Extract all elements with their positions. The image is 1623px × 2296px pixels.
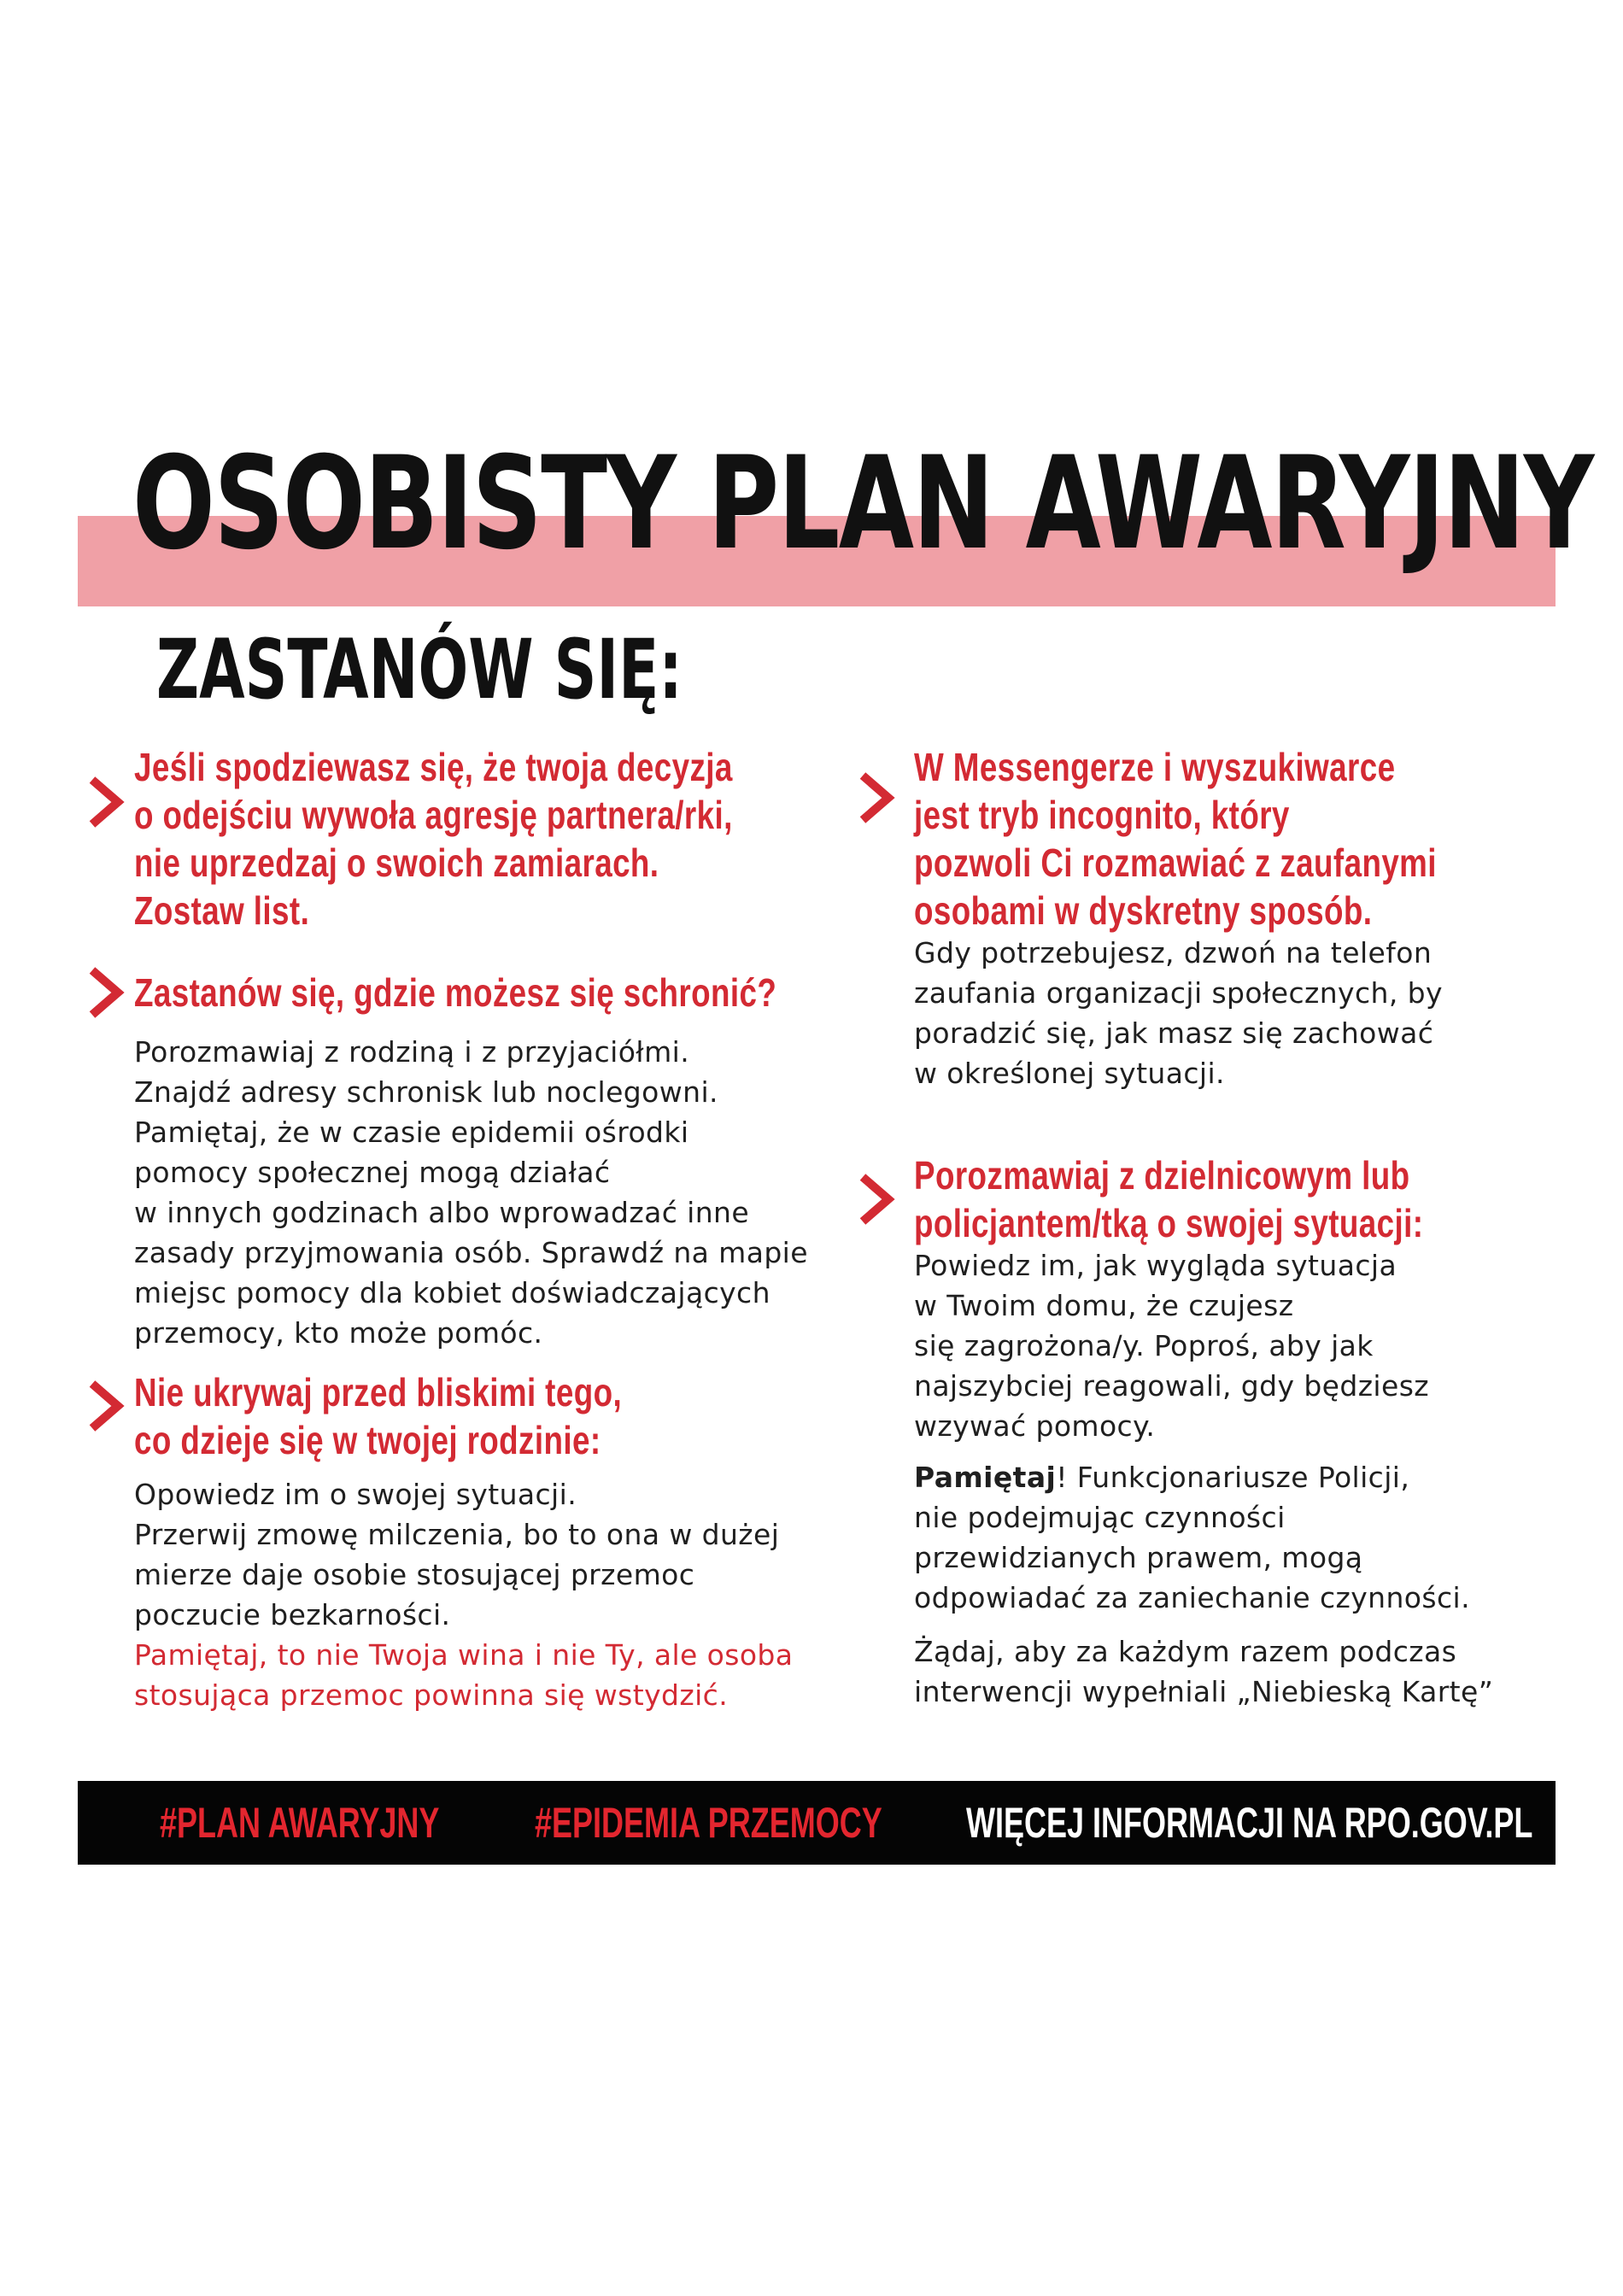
left-heading-3: Nie ukrywaj przed bliskimi tego, co dzieje się w twojej rodzinie: <box>134 1370 623 1462</box>
right-heading-2: Porozmawiaj z dzielnicowym lub policjantem/tką o swojej sytuacji: <box>914 1153 1424 1245</box>
right-demand-paragraph: Żądaj, aby za każdym razem podczas interwencji wypełniali „Niebieską Kartę” <box>914 1635 1494 1708</box>
right-body-2: Powiedz im, jak wygląda sytuacja w Twoim domu, że czujesz się zagrożona/y. Poproś, aby jak najszybciej reagowali, gdy będziesz wzywać pomocy. <box>914 1249 1430 1443</box>
right-heading-1: W Messengerze i wyszukiwarce jest tryb incognito, który pozwoli Ci rozmawiać z zaufanymi osobami w dyskretny sposób. <box>914 745 1437 933</box>
chevron-right-icon <box>856 1172 895 1227</box>
right-body-1: Gdy potrzebujesz, dzwoń na telefon zaufania organizacji społecznych, by poradzić się, jak masz się zachować w określonej sytuacji. <box>914 936 1443 1090</box>
footer-bar <box>78 1781 1556 1865</box>
left-heading-1: Jeśli spodziewasz się, że twoja decyzja o odejściu wywoła agresję partnera/rki, nie uprzedzaj o swoich zamiarach. Zostaw list. <box>134 745 733 933</box>
section-subtitle: ZASTANÓW SIĘ: <box>156 622 683 718</box>
more-info-link[interactable]: WIĘCEJ INFORMACJI NA RPO.GOV.PL <box>966 1799 1533 1847</box>
left-note-line: stosująca przemoc powinna się wstydzić. <box>134 1678 729 1712</box>
chevron-right-icon <box>856 770 895 825</box>
chevron-right-icon <box>85 775 125 829</box>
left-body-3: Opowiedz im o swojej sytuacji. Przerwij zmowę milczenia, bo to ona w dużej mierze daje osobie stosującej przemoc poczucie bezkarności. Pamiętaj, to nie Twoja wina i nie Ty, ale osoba stosująca przemoc powinna się wstydzić. <box>134 1474 793 1715</box>
right-remember-paragraph: Pamiętaj! Funkcjonariusze Policji, nie podejmując czynności przewidzianych prawem, mogą odpowiadać za zaniechanie czynności. <box>914 1461 1470 1614</box>
hashtag-epidemia-przemocy: #EPIDEMIA PRZEMOCY <box>535 1799 882 1847</box>
left-body-2: Porozmawiaj z rodziną i z przyjaciółmi. Znajdź adresy schronisk lub noclegowni. Pamiętaj, że w czasie epidemii ośrodki pomocy społecznej mogą działać w innych godzinach albo wprowadzać inne zasady przyjmowania osób. Sprawdź na mapie miejsc pomocy dla kobiet doświadczających przemocy, kto może pomóc. <box>134 1035 808 1350</box>
chevron-right-icon <box>85 965 125 1020</box>
remember-bold-word: Pamiętaj <box>914 1461 1057 1494</box>
page-title: OSOBISTY PLAN AWARYJNY <box>132 430 1593 578</box>
hashtag-plan-awaryjny: #PLAN AWARYJNY <box>160 1799 440 1847</box>
chevron-right-icon <box>85 1379 125 1433</box>
left-heading-2: Zastanów się, gdzie możesz się schronić? <box>134 970 777 1015</box>
left-note-line: Pamiętaj, to nie Twoja wina i nie Ty, ale osoba <box>134 1638 794 1672</box>
